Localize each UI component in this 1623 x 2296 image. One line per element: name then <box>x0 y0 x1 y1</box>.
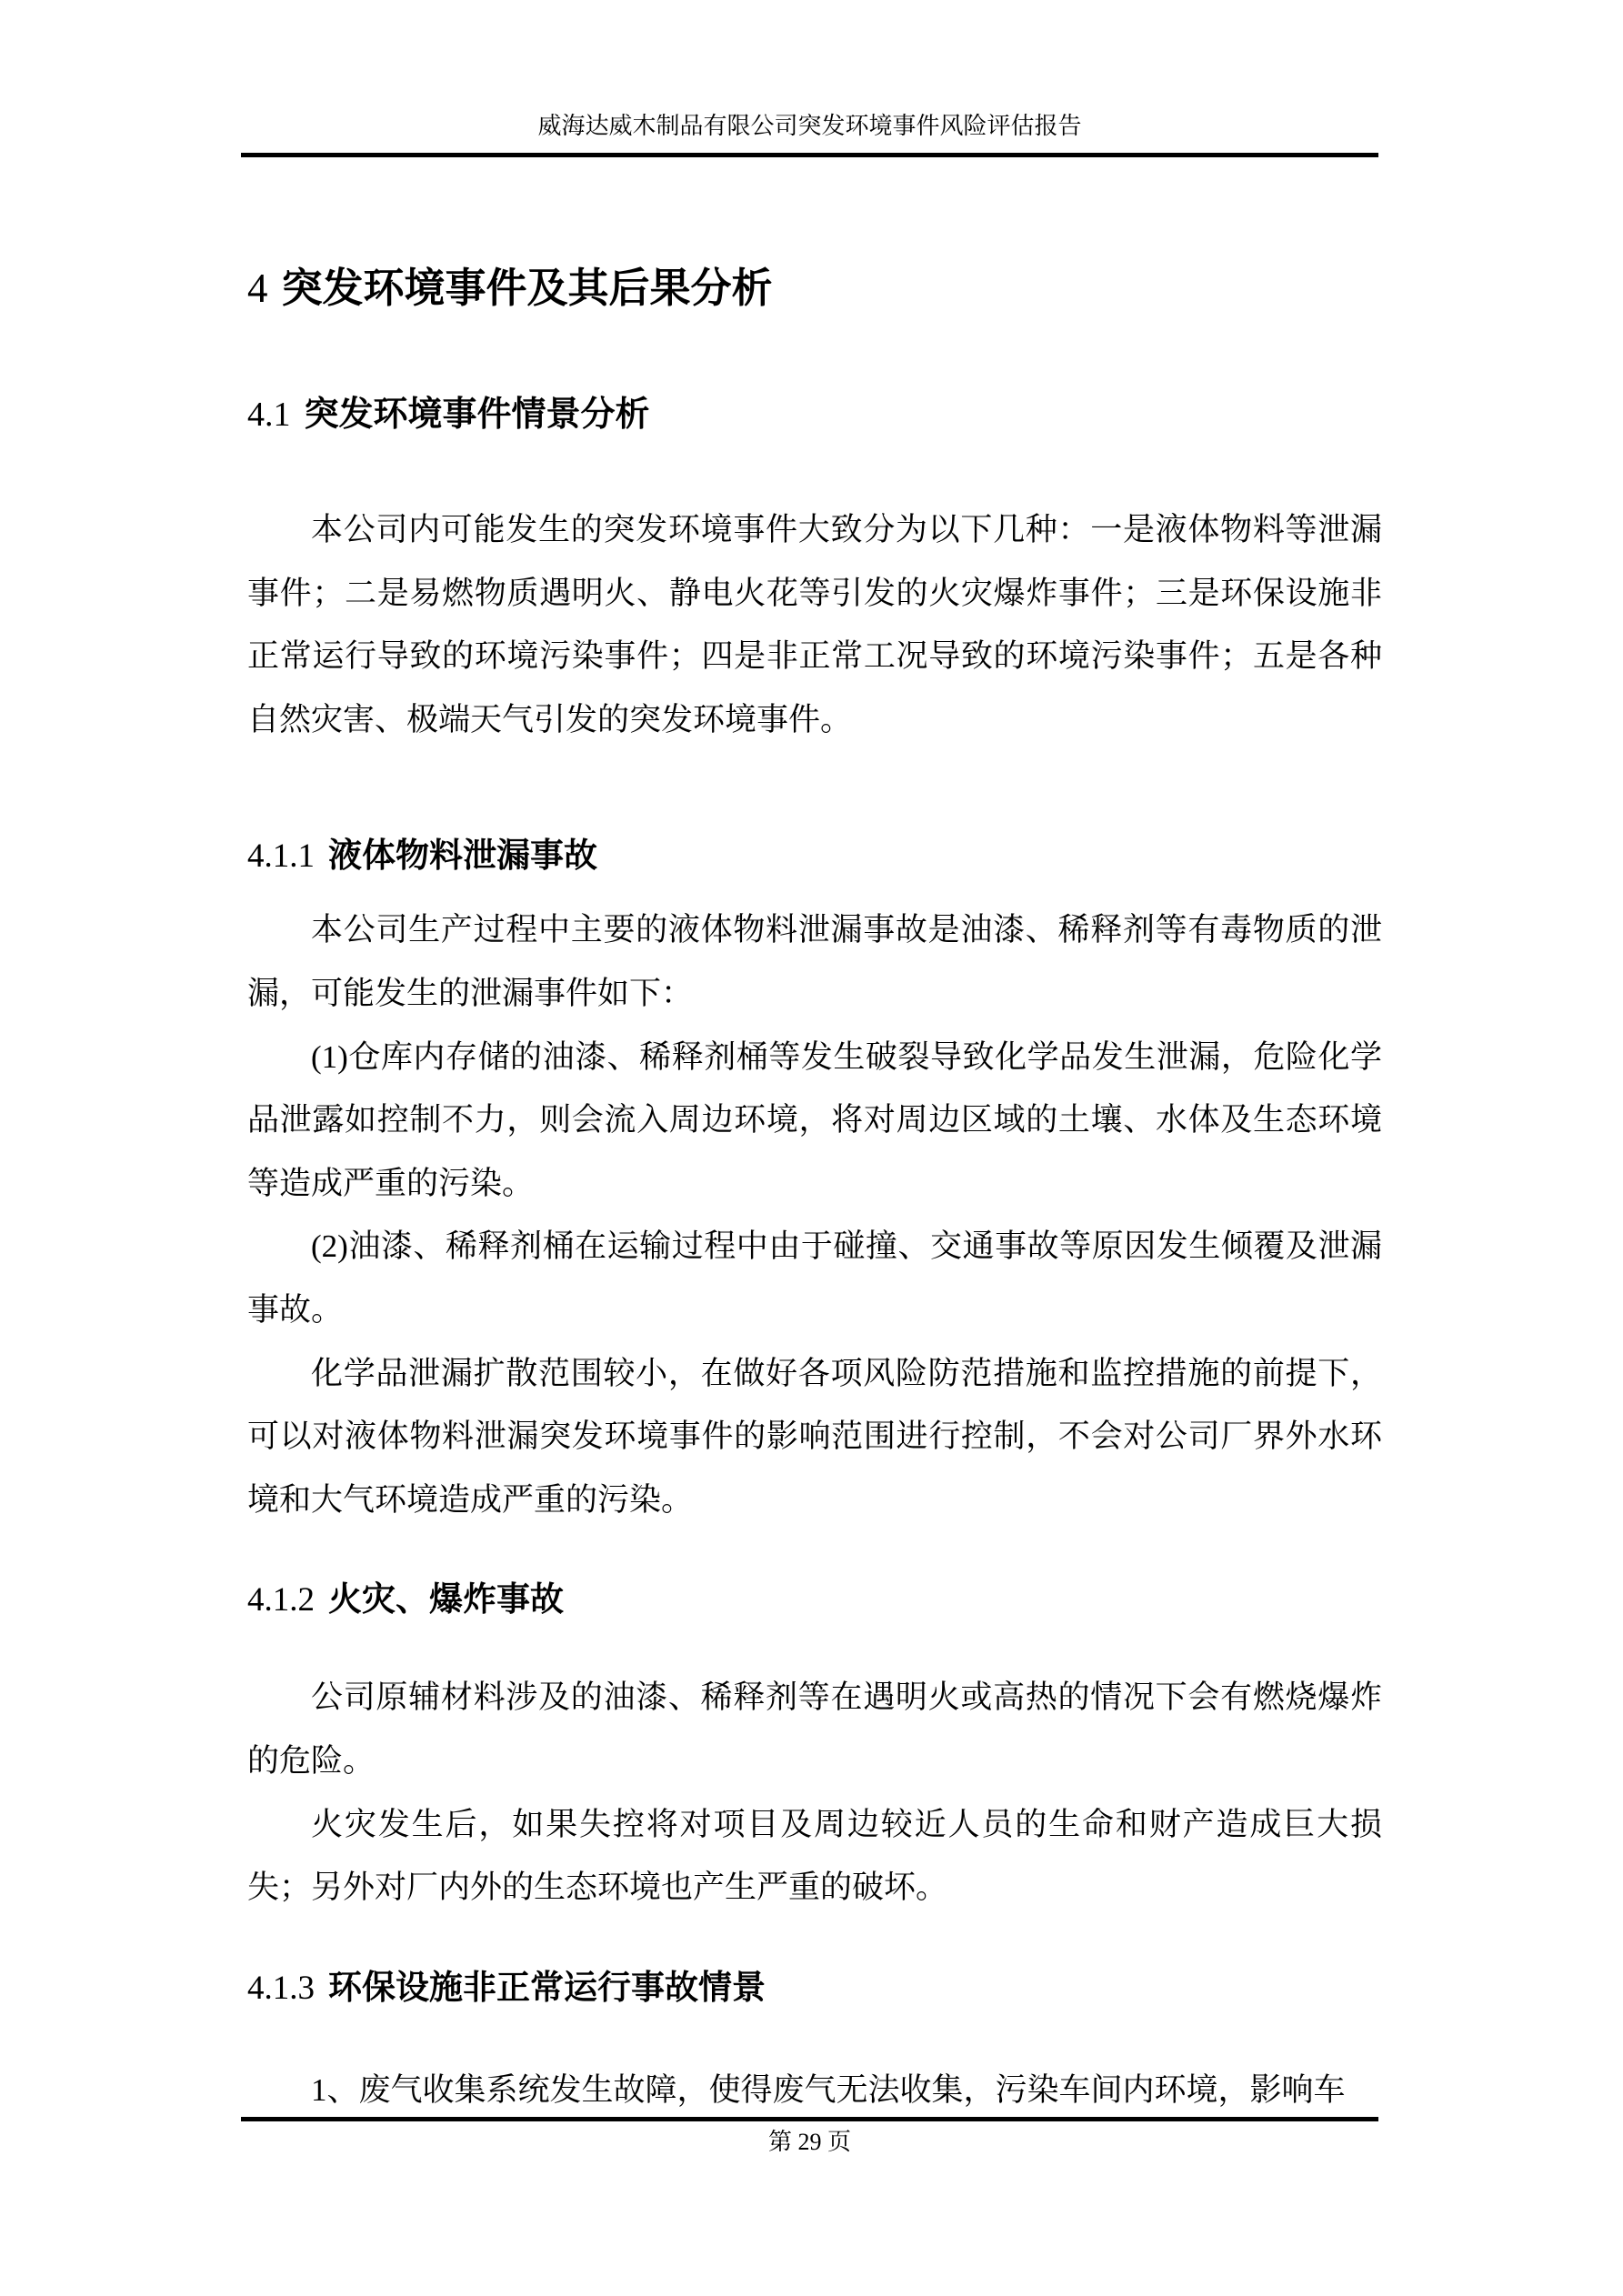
section-4-1-heading <box>247 396 1382 434</box>
section-4-1-2-number: 4.1.2 <box>247 1581 315 1619</box>
section-4-1-number: 4.1 <box>247 396 291 434</box>
paragraph-waste-gas-failure: 1、废气收集系统发生故障，使得废气无法收集，污染车间内环境，影响车 <box>311 2071 1346 2108</box>
paragraph-leak-case-1: (1)仓库内存储的油漆、稀释剂桶等发生破裂导致化学品发生泄漏，危险化学品泄露如控制不力，则会流入周边环境，将对周边区域的土壤、水体及生态环境等造成严重的污染。 <box>247 1038 1382 1201</box>
section-4-1-3-number: 4.1.3 <box>247 1969 315 2007</box>
section-4-1-1-text: 液体物料泄漏事故 <box>328 837 597 875</box>
section-4-1-2-heading <box>247 1580 1382 1619</box>
paragraph-fire-consequence: 火灾发生后，如果失控将对项目及周边较近人员的生命和财产造成巨大损失；另外对厂内外的生态环境也产生严重的破坏。 <box>247 1806 1382 1906</box>
page-body <box>247 0 1382 2121</box>
footer-rule <box>241 2117 1378 2121</box>
paragraph-intro: 本公司内可能发生的突发环境事件大致分为以下几种：一是液体物料等泄漏事件；二是易燃物质遇明火、静电火花等引发的火灾爆炸事件；三是环保设施非正常运行导致的环境污染事件；四是非正常工况导致的环境污染事件；五是各种自然灾害、极端天气引发的突发环境事件。 <box>247 512 1382 737</box>
chapter-heading <box>247 266 1382 310</box>
paragraph-leak-overview: 本公司生产过程中主要的液体物料泄漏事故是油漆、稀释剂等有毒物质的泄漏，可能发生的泄漏事件如下： <box>247 912 1382 1011</box>
chapter-heading-text: 突发环境事件及其后果分析 <box>281 265 773 311</box>
section-4-1-3-heading <box>247 1969 1382 2008</box>
section-4-1-3-text: 环保设施非正常运行事故情景 <box>328 1968 766 2006</box>
section-4-1-2-text: 火灾、爆炸事故 <box>328 1580 564 1619</box>
paragraph-leak-control: 化学品泄漏扩散范围较小，在做好各项风险防范措施和监控措施的前提下，可以对液体物料泄漏突发环境事件的影响范围进行控制，不会对公司厂界外水环境和大气环境造成严重的污染。 <box>247 1355 1382 1518</box>
paragraph-leak-case-2: (2)油漆、稀释剂桶在运输过程中由于碰撞、交通事故等原因发生倾覆及泄漏事故。 <box>247 1228 1382 1328</box>
running-header-title: 威海达威木制品有限公司突发环境事件风险评估报告 <box>537 113 1082 139</box>
page-number: 第 29 页 <box>767 2129 851 2155</box>
paragraph-fire-risk: 公司原辅材料涉及的油漆、稀释剂等在遇明火或高热的情况下会有燃烧爆炸的危险。 <box>247 1679 1382 1779</box>
section-4-1-1-number: 4.1.1 <box>247 837 315 876</box>
section-4-1-1-heading <box>247 837 1382 876</box>
section-4-1-text: 突发环境事件情景分析 <box>304 396 650 434</box>
chapter-heading-number: 4 <box>247 266 268 311</box>
